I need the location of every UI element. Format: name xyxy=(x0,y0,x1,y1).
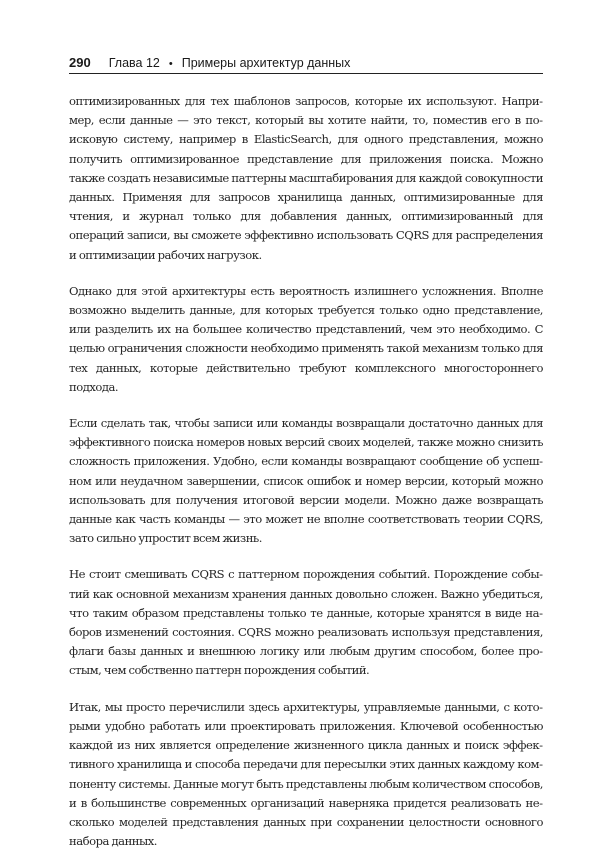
paragraph-4: Не стоит смешивать CQRS с паттерном порождения событий. Порождение событий как основной механизм хранения данных довольно сложен. Важно убедиться, что таким образом представлены только те данные, которые хранятся в виде наборов изменений состояния. CQRS можно реализовать используя представления, флаги базы данных и внешнюю логику или любым другим способом, более простым, чем собственно паттерн порождения событий. xyxy=(69,567,543,678)
page-header xyxy=(69,48,543,74)
paragraph-3: Если сделать так, чтобы записи или команды возвращали достаточно данных для эффективного поиска номеров новых версий своих моделей, также можно снизить сложность приложения. Удобно, если команды возвращают сообщение об успешном или неудачном завершении, список ошибок и номер версии, который можно использовать для получения итоговой версии модели. Можно даже возвращать данные как часть команды — это может не вполне соответствовать теории CQRS, зато сильно упростит всем жизнь. xyxy=(69,416,543,546)
paragraph-5: Итак, мы просто перечислили здесь архитектуры, управляемые данными, с которыми удобно работать или проектировать приложения. Ключевой особенностью каждой из них является определение жизненного цикла данных и поиск эффективного хранилища и способа передачи для пересылки этих данных каждому компоненту системы. Данные могут быть представлены любым количеством способов, и в большинстве современных организаций наверняка придется реализовать несколько моделей представления данных при сохранении целостности основного набора данных. xyxy=(69,699,543,849)
paragraph-2: Однако для этой архитектуры есть вероятность излишнего усложнения. Вполне возможно выделить данные, для которых требуется только одно представление, или разделить их на большее количество представлений, чем это необходимо. С целью ограничения сложности необходимо применять такой механизм только для тех данных, которые действительно требуют комплексного многостороннего подхода. xyxy=(69,283,543,394)
header-bullet: • xyxy=(168,58,173,70)
body-text xyxy=(69,92,543,868)
paragraph-1: оптимизированных для тех шаблонов запросов, которые их используют. Например, если данные — это текст, который вы хотите найти, то, поместив его в поисковую систему, например в ElasticSearch, для одного представления, можно получить оптимизированное представление для приложения поиска. Можно также создать независимые паттерны масштабирования для каждой совокупности данных. Применяя для запросов хранилища данных, оптимизированные для чтения, и журнал только для добавления данных, оптимизированный для операций записи, вы сможете эффективно использовать CQRS для распределения и оптимизации рабочих нагрузок. xyxy=(69,94,543,262)
page-number: 290 xyxy=(69,55,91,70)
chapter-title: Примеры архитектур данных xyxy=(181,56,351,70)
chapter-label: Глава 12 xyxy=(108,56,160,70)
